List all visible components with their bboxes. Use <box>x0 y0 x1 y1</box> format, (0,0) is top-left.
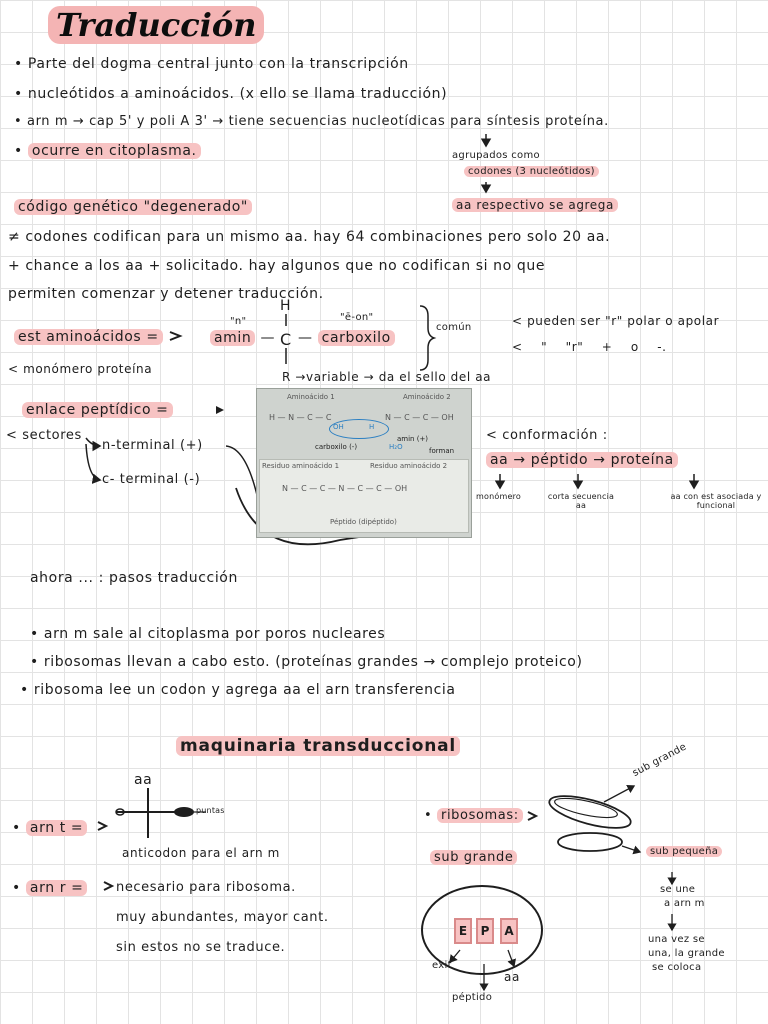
bullet-1: • Parte del dogma central junto con la transcripción <box>14 56 409 72</box>
sub-pequena-label: sub pequeña <box>646 846 722 857</box>
photo-forman: forman <box>429 447 455 455</box>
arrow-aa-site <box>508 950 514 966</box>
bullet-4: • ocurre en citoplasma. <box>14 143 201 159</box>
photo-h: H <box>369 423 375 431</box>
aa-site-label: aa <box>504 970 520 984</box>
brace <box>420 306 434 370</box>
sub-grande-label: sub grande <box>630 741 689 779</box>
se-une: se une <box>660 884 696 895</box>
est-c: C <box>280 330 292 349</box>
photo-res2: Residuo aminoácido 2 <box>370 462 448 470</box>
una-la-grande: una, la grande <box>648 948 725 959</box>
arrow-subgrande <box>604 786 634 802</box>
est-carb-q: "ē-on" <box>340 312 374 323</box>
una-vez: una vez se <box>648 934 705 945</box>
codigo-line-3: permiten comenzar y detener traducción. <box>8 286 324 302</box>
site-p: P <box>476 918 494 944</box>
trna-head <box>174 807 194 817</box>
codigo-heading: código genético "degenerado" <box>14 199 252 215</box>
note-aa-respectivo: aa respectivo se agrega <box>452 198 618 212</box>
exit-label: exit <box>432 960 452 971</box>
arnt-label: • arn t = <box>12 820 87 836</box>
est-h: H <box>280 298 292 314</box>
photo-struct-1: H — N — C — C <box>269 413 332 422</box>
photo-aa1: Aminoácido 1 <box>287 393 335 401</box>
arrow-ribosomas <box>528 812 536 820</box>
est-r: R →variable → da el sello del aa <box>282 370 492 384</box>
est-carboxilo: — carboxilo <box>298 330 395 346</box>
arnt-aa: aa <box>134 772 153 788</box>
peptido-label: péptido <box>452 992 493 1003</box>
note-codones: codones (3 nucleótidos) <box>464 166 599 177</box>
arnt-puntas: puntas <box>196 806 225 815</box>
conformacion-corta: corta secuencia aa <box>547 492 615 510</box>
enlace-nterm: n-terminal (+) <box>102 438 203 453</box>
photo-peptido: Péptido (dipéptido) <box>330 518 397 526</box>
ribosomas-label: • ribosomas: <box>424 808 523 823</box>
arrow-arnt <box>98 822 106 830</box>
est-amin: amin — <box>210 330 275 346</box>
sub-grande-heading: sub grande <box>430 850 517 865</box>
photo-oh: OH <box>333 423 344 431</box>
est-comun: común <box>436 322 472 333</box>
arrow-subpeq <box>622 846 640 852</box>
photo-aa2: Aminoácido 2 <box>403 393 451 401</box>
arrow-cterm <box>86 444 100 480</box>
note-agrupados: agrupados como <box>452 150 540 161</box>
est-amin-q: "n" <box>230 316 247 327</box>
enlace-sectores: < sectores <box>6 428 82 443</box>
enlace-label: enlace peptídico = <box>22 402 173 418</box>
est-label: est aminoácidos = <box>14 329 163 345</box>
arrow-nterm <box>86 438 100 446</box>
photo-peptide-band <box>259 459 469 533</box>
pasos-item-3: • ribosoma lee un codon y agrega aa el arn transferencia <box>20 682 456 698</box>
conformacion-aa-con: aa con est asociada y funcional <box>670 492 762 510</box>
photo-peptide-struct: N — C — C — N — C — C — OH <box>282 484 408 493</box>
est-monomero: < monómero proteína <box>8 362 153 376</box>
pasos-heading: ahora ... : pasos traducción <box>30 570 238 586</box>
arnr-line-2: muy abundantes, mayor cant. <box>116 910 329 925</box>
est-pueden: < pueden ser "r" polar o apolar <box>512 314 720 328</box>
dipeptide-photo <box>256 388 472 538</box>
site-e: E <box>454 918 472 944</box>
maquinaria-heading: maquinaria transduccional <box>176 736 460 756</box>
enlace-cterm: c- terminal (-) <box>102 472 201 487</box>
arnr-label: • arn r = <box>12 880 87 896</box>
conformacion-chain: aa → péptido → proteína <box>486 452 678 468</box>
pasos-item-2: • ribosomas llevan a cabo esto. (proteínas grandes → complejo proteico) <box>30 654 583 670</box>
photo-res1: Residuo aminoácido 1 <box>262 462 340 470</box>
photo-carboxilo: carboxilo (-) <box>315 443 358 451</box>
arrow-arnr <box>104 882 112 890</box>
photo-h2o: H₂O <box>389 443 403 451</box>
bullet-2: • nucleótidos a aminoácidos. (x ello se llama traducción) <box>14 86 448 102</box>
conformacion-label: < conformación : <box>486 428 608 443</box>
arnt-anticodon: anticodon para el arn m <box>122 846 280 860</box>
arnr-line-1: necesario para ribosoma. <box>116 880 296 895</box>
photo-amin: amin (+) <box>397 435 429 443</box>
ribosome-small <box>558 833 622 851</box>
bullet-3: • arn m → cap 5' y poli A 3' → tiene secuencias nucleotídicas para síntesis proteína. <box>14 114 609 129</box>
arrow-enlace <box>216 406 224 414</box>
site-a: A <box>500 918 518 944</box>
page-title: Traducción <box>48 6 264 44</box>
est-plus: < " "r" + o -. <box>512 340 667 354</box>
photo-struct-2: N — C — C — OH <box>385 413 454 422</box>
ribosome-large <box>546 790 633 835</box>
a-arn-m: a arn m <box>664 898 705 909</box>
se-coloca: se coloca <box>652 962 702 973</box>
arrow-est <box>170 332 180 340</box>
conformacion-monomero: monómero <box>476 492 521 501</box>
codigo-line-2: + chance a los aa + solicitado. hay algunos que no codifican si no que <box>8 258 546 274</box>
pasos-item-1: • arn m sale al citoplasma por poros nucleares <box>30 626 386 642</box>
arnr-line-3: sin estos no se traduce. <box>116 940 286 955</box>
codigo-line-1: ≠ codones codifican para un mismo aa. hay 64 combinaciones pero solo 20 aa. <box>8 229 611 245</box>
